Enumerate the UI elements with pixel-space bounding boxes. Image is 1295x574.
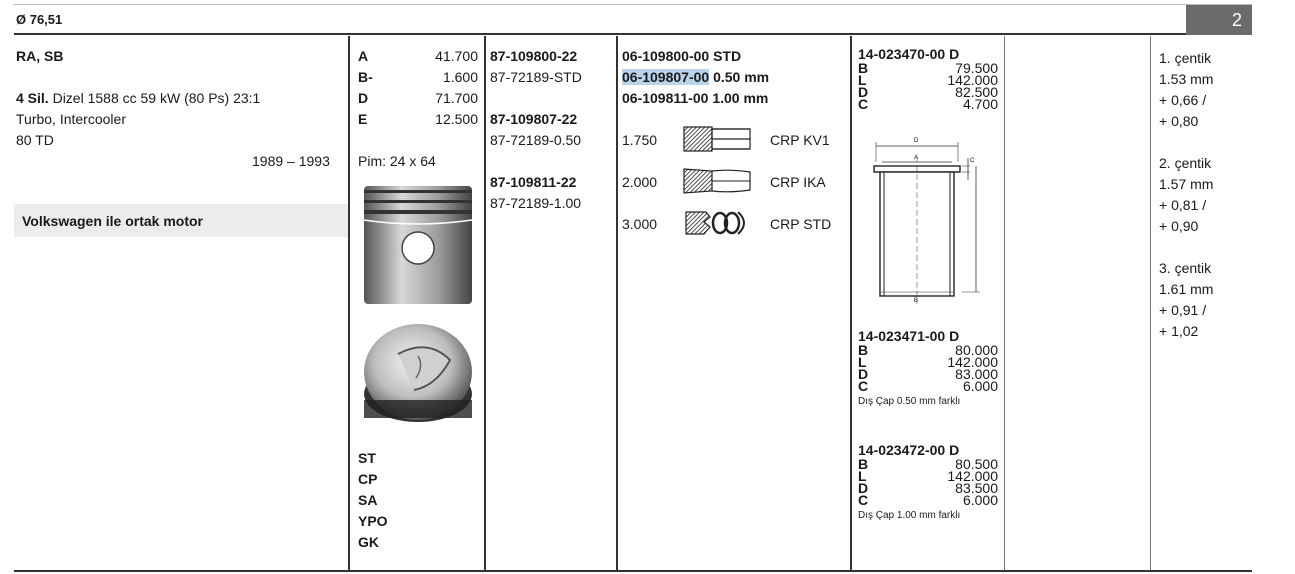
header-bar (14, 4, 1252, 35)
table-bottom-line (14, 570, 1252, 572)
liner-spec-row: D 83.000 (858, 366, 998, 382)
ring-thickness: 1.750 (622, 132, 658, 148)
ring-thickness: 2.000 (622, 174, 658, 190)
liner-part-number: 14-023472-00 D (858, 442, 960, 458)
taper-ring-icon (682, 166, 752, 196)
piston-top-view-icon (358, 314, 478, 428)
piston-side-view-icon (358, 182, 478, 308)
liner-spec-row: C 4.700 (858, 96, 998, 112)
bore-diameter-title: Ø 76,51 (16, 12, 63, 27)
liner-spec-row: C 6.000 (858, 378, 998, 394)
liner-label-c: C (970, 158, 975, 164)
piston-code-sa: SA (358, 492, 378, 508)
oil-ring-icon (682, 208, 752, 238)
liner-label-b: B (914, 298, 919, 304)
vehicle-model: RA, SB (16, 48, 64, 64)
column-divider (484, 36, 486, 570)
piston-pin-size: Pim: 24 x 64 (358, 153, 436, 169)
liner-part-number: 14-023470-00 D (858, 46, 960, 62)
column-divider (348, 36, 350, 570)
column-divider (850, 36, 852, 570)
engine-code: 80 TD (16, 132, 54, 148)
piston-spec-row: B- 1.600 (358, 69, 478, 85)
page-number-badge: 2 (1186, 5, 1252, 35)
liner-label-d: D (914, 138, 919, 144)
engine-note: Volkswagen ile ortak motor (14, 204, 348, 237)
piston-part-number: 87-109811-22 (490, 174, 577, 190)
piston-spec-row: E 12.500 (358, 111, 478, 127)
cylinder-count: 4 Sil. (16, 90, 49, 106)
ring-set: 06-109807-00 0.50 mm (622, 69, 770, 85)
ring-type: CRP STD (770, 216, 832, 232)
column-divider (1150, 36, 1151, 570)
ring-thickness: 3.000 (622, 216, 658, 232)
compression-ring-icon (682, 124, 752, 154)
piston-part-number: 87-109800-22 (490, 48, 578, 64)
liner-spec-row: L 142.000 (858, 72, 998, 88)
piston-part-number: 87-109807-22 (490, 111, 578, 127)
notch-info: 1. çentik 1.53 mm + 0,66 / + 0,80 (1159, 50, 1214, 129)
liner-note: Dış Çap 0.50 mm farklı (858, 396, 961, 407)
liner-spec-row: L 142.000 (858, 468, 998, 484)
piston-sub-number: 87-72189-STD (490, 69, 582, 85)
liner-spec-row: B 79.500 (858, 60, 998, 76)
column-divider (616, 36, 618, 570)
engine-description: Dizel 1588 cc 59 kW (80 Ps) 23:1 (52, 90, 261, 106)
ring-type: CRP KV1 (770, 132, 830, 148)
liner-spec-row: B 80.000 (858, 342, 998, 358)
notch-info: 2. çentik 1.57 mm + 0,81 / + 0,90 (1159, 155, 1214, 234)
liner-label-a: A (914, 155, 919, 161)
catalog-table (14, 36, 1252, 574)
ring-type: CRP IKA (770, 174, 826, 190)
piston-sub-number: 87-72189-1.00 (490, 195, 582, 211)
liner-part-number: 14-023471-00 D (858, 328, 960, 344)
liner-note: Dış Çap 1.00 mm farklı (858, 510, 961, 521)
liner-spec-row: D 82.500 (858, 84, 998, 100)
liner-spec-row: C 6.000 (858, 492, 998, 508)
piston-code-cp: CP (358, 471, 378, 487)
notch-info: 3. çentik 1.61 mm + 0,91 / + 1,02 (1159, 260, 1214, 339)
engine-spec (16, 90, 260, 106)
engine-extra: Turbo, Intercooler (16, 111, 126, 127)
piston-code-ypo: YPO (358, 513, 388, 529)
piston-spec-row: A 41.700 (358, 48, 478, 64)
selected-ring-code: 06-109807-00 (622, 69, 710, 85)
piston-code-st: ST (358, 450, 376, 466)
piston-spec-row: D 71.700 (358, 90, 478, 106)
piston-code-gk: GK (358, 534, 379, 550)
liner-spec-row: B 80.500 (858, 456, 998, 472)
production-years: 1989 – 1993 (252, 153, 330, 169)
ring-set: 06-109800-00 STD (622, 48, 742, 64)
column-divider (1004, 36, 1005, 570)
cylinder-liner-diagram-icon (866, 132, 986, 312)
ring-set: 06-109811-00 1.00 mm (622, 90, 769, 106)
liner-spec-row: L 142.000 (858, 354, 998, 370)
liner-spec-row: D 83.500 (858, 480, 998, 496)
piston-sub-number: 87-72189-0.50 (490, 132, 582, 148)
